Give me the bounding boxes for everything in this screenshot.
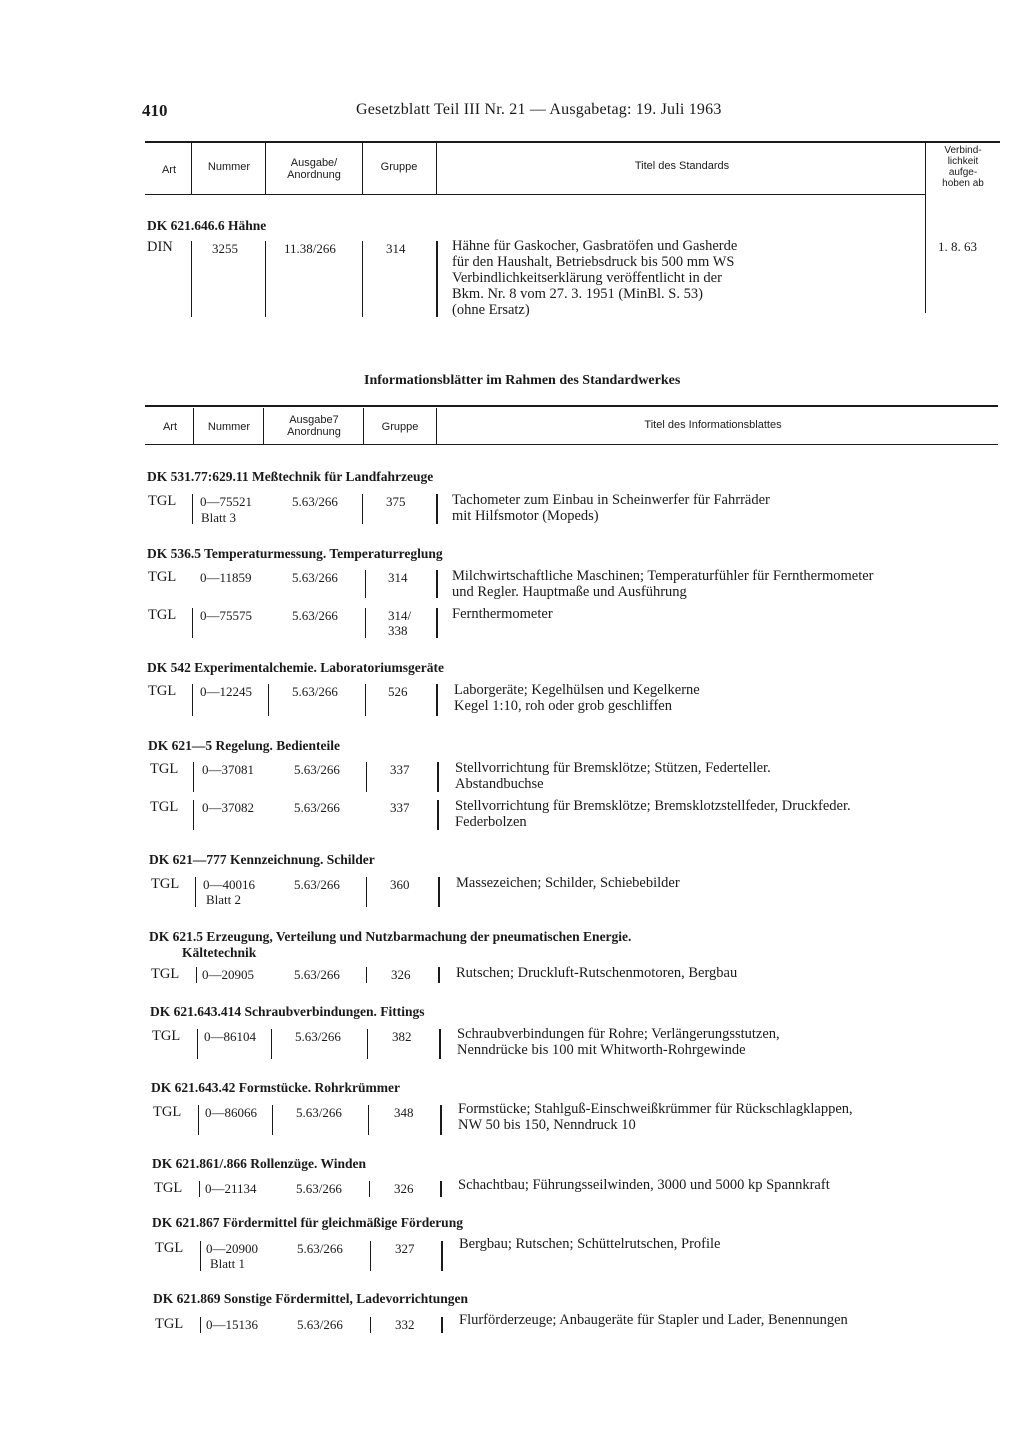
row-ausgabe: 5.63/266: [292, 684, 338, 699]
col-gruppe: Gruppe: [380, 161, 418, 173]
col-verbindlich-4: hoben ab: [942, 178, 984, 189]
col-art: Art: [161, 164, 177, 176]
row-gruppe-2: 338: [388, 623, 408, 638]
row-divider: [191, 241, 192, 317]
row-nummer: 0—37081: [202, 762, 254, 777]
entry-title-line: Bkm. Nr. 8 vom 27. 3. 1951 (MinBl. S. 53): [452, 286, 703, 302]
row-title-line: und Regler. Hauptmaße und Ausführung: [452, 584, 687, 600]
group-heading: DK 621—777 Kennzeichnung. Schilder: [149, 852, 375, 867]
row-ausgabe: 5.63/266: [294, 800, 340, 815]
row-title-line: Abstandbuchse: [455, 776, 544, 792]
table-rule: [145, 444, 998, 445]
row-divider: [436, 570, 438, 598]
column-divider: [193, 408, 194, 444]
row-divider: [198, 1105, 199, 1135]
row-divider: [436, 494, 438, 524]
group-heading: DK 531.77:629.11 Meßtechnik für Landfahrzeuge: [147, 469, 434, 484]
row-divider: [441, 1241, 443, 1271]
entry-title-line: Hähne für Gaskocher, Gasbratöfen und Gasherde: [452, 238, 738, 254]
row-nummer: 0—20900: [206, 1241, 258, 1256]
row-divider: [369, 1181, 370, 1197]
row-divider: [192, 684, 193, 716]
row-art: TGL: [148, 493, 177, 509]
entry-title-line: (ohne Ersatz): [452, 302, 530, 318]
row-divider: [265, 241, 266, 317]
row-title-line: Schraubverbindungen für Rohre; Verlängerungsstutzen,: [457, 1026, 780, 1042]
row-art: TGL: [150, 799, 179, 815]
row-ausgabe: 5.63/266: [294, 967, 340, 982]
row-divider: [362, 241, 363, 317]
group-heading: DK 621.867 Fördermittel für gleichmäßige Förderung: [152, 1215, 463, 1230]
section-title: Informationsblätter im Rahmen des Standardwerkes: [364, 373, 681, 388]
row-divider: [272, 1105, 273, 1135]
col-ausgabe-2: Anordnung: [287, 426, 341, 438]
row-title-line: Kegel 1:10, roh oder grob geschliffen: [454, 698, 672, 714]
col-ausgabe-1: Ausgabe7: [289, 414, 339, 426]
row-ausgabe: 5.63/266: [297, 1317, 343, 1332]
row-title-line: Bergbau; Rutschen; Schüttelrutschen, Profile: [459, 1236, 721, 1252]
row-gruppe: 314: [388, 570, 408, 585]
row-divider: [200, 1317, 201, 1333]
row-art: TGL: [155, 1316, 184, 1332]
row-nummer: 0—86066: [205, 1105, 257, 1120]
group-heading: DK 542 Experimentalchemie. Laboratoriumsgeräte: [147, 660, 444, 675]
row-title-line: Schachtbau; Führungsseilwinden, 3000 und 5000 kp Spannkraft: [458, 1177, 830, 1193]
group-heading: DK 621—5 Regelung. Bedienteile: [148, 738, 340, 753]
table-rule: [145, 194, 925, 195]
row-divider: [199, 1181, 200, 1197]
row-title-line: mit Hilfsmotor (Mopeds): [452, 508, 599, 524]
row-title-line: Milchwirtschaftliche Maschinen; Temperaturfühler für Fernthermometer: [452, 568, 874, 584]
entry-aufgehoben: 1. 8. 63: [938, 239, 977, 254]
row-gruppe: 375: [386, 494, 406, 509]
group-heading-continued: Kältetechnik: [182, 945, 257, 960]
row-gruppe: 326: [394, 1181, 414, 1196]
row-divider: [370, 1317, 371, 1333]
row-art: TGL: [150, 761, 179, 777]
col-verbindlich-1: Verbind-: [944, 145, 982, 156]
row-divider: [192, 494, 193, 524]
page-number: 410: [142, 101, 168, 120]
row-divider: [193, 762, 194, 792]
column-divider: [362, 143, 363, 194]
group-heading: DK 621.869 Sonstige Fördermittel, Ladevorrichtungen: [153, 1291, 468, 1306]
column-divider: [191, 143, 192, 194]
row-ausgabe: 5.63/266: [292, 608, 338, 623]
row-gruppe: 360: [390, 877, 410, 892]
row-nummer: 0—75575: [200, 608, 252, 623]
row-art: TGL: [148, 607, 177, 623]
row-gruppe: 326: [391, 967, 411, 982]
row-divider: [440, 1181, 442, 1197]
row-art: TGL: [154, 1180, 183, 1196]
row-divider: [362, 494, 363, 524]
row-divider: [437, 762, 439, 792]
entry-nummer: 3255: [212, 241, 238, 256]
row-divider: [271, 1029, 272, 1059]
row-ausgabe: 5.63/266: [292, 494, 338, 509]
standards-group-heading: DK 621.646.6 Hähne: [147, 218, 267, 233]
row-divider: [365, 684, 366, 716]
group-heading: DK 621.643.414 Schraubverbindungen. Fittings: [150, 1004, 425, 1019]
group-heading: DK 621.861/.866 Rollenzüge. Winden: [152, 1156, 367, 1171]
row-divider: [268, 684, 269, 716]
row-divider: [196, 967, 197, 983]
row-nummer: 0—20905: [202, 967, 254, 982]
row-title-line: Flurförderzeuge; Anbaugeräte für Stapler und Lader, Benennungen: [459, 1312, 848, 1328]
row-nummer: 0—15136: [206, 1317, 258, 1332]
row-divider: [438, 877, 440, 907]
row-divider: [366, 967, 367, 983]
col-nummer: Nummer: [207, 161, 251, 173]
col-ausgabe-1: Ausgabe/: [290, 157, 338, 169]
row-divider: [193, 800, 194, 830]
row-nummer: 0—37082: [202, 800, 254, 815]
entry-title-line: für den Haushalt, Betriebsdruck bis 500 mm WS: [452, 254, 735, 270]
row-blatt: Blatt 2: [206, 892, 242, 907]
row-ausgabe: 5.63/266: [294, 877, 340, 892]
row-divider: [436, 241, 438, 317]
row-divider: [441, 1317, 443, 1333]
row-title-line: Stellvorrichtung für Bremsklötze; Stützen, Federteller.: [455, 760, 771, 776]
group-heading: DK 536.5 Temperaturmessung. Temperaturreglung: [147, 546, 443, 561]
row-divider: [192, 608, 193, 638]
row-divider: [370, 1241, 371, 1271]
col-titel: Titel des Standards: [634, 160, 730, 172]
row-gruppe: 314/: [388, 608, 412, 623]
row-nummer: 0—86104: [204, 1029, 256, 1044]
row-divider: [438, 967, 440, 983]
row-art: TGL: [153, 1104, 182, 1120]
row-nummer: 0—40016: [203, 877, 255, 892]
row-divider: [440, 1105, 442, 1135]
row-divider: [200, 1241, 201, 1271]
row-gruppe: 327: [395, 1241, 415, 1256]
col-ausgabe-2: Anordnung: [287, 169, 341, 181]
row-title-line: Laborgeräte; Kegelhülsen und Kegelkerne: [454, 682, 700, 698]
row-gruppe: 332: [395, 1317, 415, 1332]
row-divider: [436, 608, 438, 638]
row-divider: [366, 877, 367, 907]
row-gruppe: 382: [392, 1029, 412, 1044]
row-art: TGL: [148, 569, 177, 585]
row-divider: [366, 762, 367, 792]
group-heading: DK 621.643.42 Formstücke. Rohrkrümmer: [151, 1080, 400, 1095]
row-ausgabe: 5.63/266: [292, 570, 338, 585]
table-rule: [145, 141, 1000, 143]
row-divider: [368, 1105, 369, 1135]
col-verbindlich-3: aufge-: [948, 167, 978, 178]
row-nummer: 0—11859: [200, 570, 252, 585]
col-art: Art: [162, 421, 178, 433]
col-titel: Titel des Informationsblattes: [644, 419, 782, 431]
row-divider: [437, 800, 439, 830]
running-header: Gesetzblatt Teil III Nr. 21 — Ausgabetag: 19. Juli 1963: [356, 101, 722, 118]
row-art: TGL: [151, 876, 180, 892]
row-title-line: Nenndrücke bis 100 mit Whitworth-Rohrgewinde: [457, 1042, 746, 1058]
row-title-line: Massezeichen; Schilder, Schiebebilder: [456, 875, 680, 891]
row-blatt: Blatt 1: [210, 1256, 246, 1271]
row-ausgabe: 5.63/266: [297, 1241, 343, 1256]
col-nummer: Nummer: [207, 421, 251, 433]
column-divider: [925, 143, 926, 313]
table-rule: [145, 405, 998, 407]
row-divider: [439, 1029, 441, 1059]
row-ausgabe: 5.63/266: [296, 1181, 342, 1196]
row-art: TGL: [155, 1240, 184, 1256]
column-divider: [436, 143, 437, 194]
row-title-line: Federbolzen: [455, 814, 527, 830]
row-blatt: Blatt 3: [201, 510, 237, 525]
entry-title-line: Verbindlichkeitserklärung veröffentlicht in der: [452, 270, 722, 286]
row-divider: [195, 877, 196, 907]
row-title-line: Tachometer zum Einbau in Scheinwerfer für Fahrräder: [452, 492, 770, 508]
row-nummer: 0—75521: [200, 494, 252, 509]
entry-gruppe: 314: [386, 241, 406, 256]
row-ausgabe: 5.63/266: [296, 1105, 342, 1120]
group-heading: DK 621.5 Erzeugung, Verteilung und Nutzbarmachung der pneumatischen Energie.: [149, 929, 632, 944]
row-title-line: Rutschen; Druckluft-Rutschenmotoren, Bergbau: [456, 965, 738, 981]
entry-art: DIN: [147, 239, 173, 255]
row-divider: [367, 1029, 368, 1059]
row-divider: [365, 570, 366, 598]
column-divider: [436, 408, 437, 444]
row-title-line: Fernthermometer: [452, 606, 553, 622]
row-title-line: NW 50 bis 150, Nenndruck 10: [458, 1117, 636, 1133]
row-divider: [365, 608, 366, 638]
column-divider: [263, 408, 264, 444]
row-gruppe: 526: [388, 684, 408, 699]
row-gruppe: 348: [394, 1105, 414, 1120]
row-ausgabe: 5.63/266: [295, 1029, 341, 1044]
row-title-line: Stellvorrichtung für Bremsklötze; Bremsklotzstellfeder, Druckfeder.: [455, 798, 851, 814]
entry-ausgabe: 11.38/266: [284, 241, 336, 256]
column-divider: [363, 408, 364, 444]
col-verbindlich-2: lichkeit: [947, 156, 979, 167]
row-art: TGL: [152, 1028, 181, 1044]
row-divider: [197, 1029, 198, 1059]
col-gruppe: Gruppe: [381, 421, 419, 433]
row-art: TGL: [151, 966, 180, 982]
row-nummer: 0—12245: [200, 684, 252, 699]
row-title-line: Formstücke; Stahlguß-Einschweißkrümmer für Rückschlagklappen,: [458, 1101, 853, 1117]
row-ausgabe: 5.63/266: [294, 762, 340, 777]
row-gruppe: 337: [390, 762, 410, 777]
row-art: TGL: [148, 683, 177, 699]
row-divider: [436, 684, 438, 716]
column-divider: [265, 143, 266, 194]
row-nummer: 0—21134: [205, 1181, 257, 1196]
row-gruppe: 337: [390, 800, 410, 815]
